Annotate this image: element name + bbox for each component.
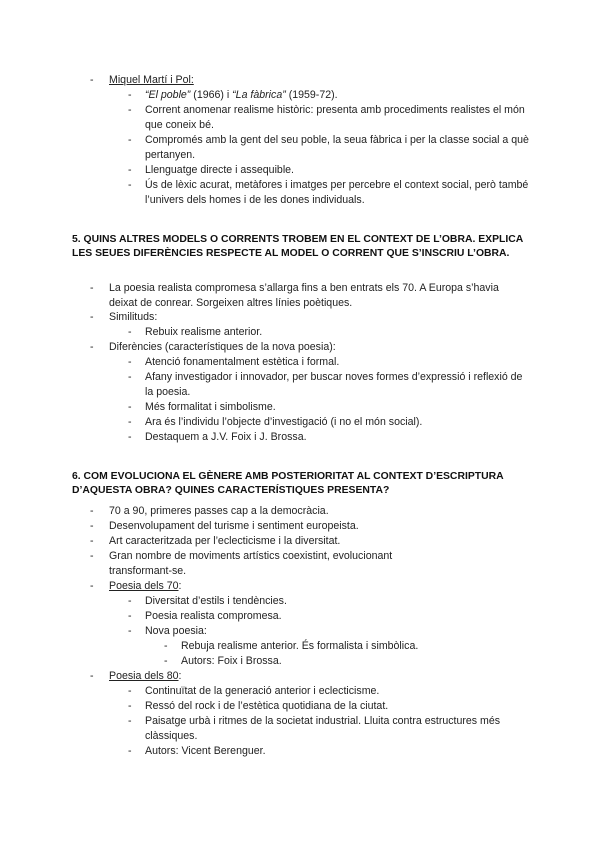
- dash: -: [128, 89, 132, 101]
- list-item-text: Rebuja realisme anterior. És formalista i simbòlica.: [181, 640, 419, 652]
- list-item-poesia-80: [90, 669, 530, 684]
- list-item: [90, 534, 530, 549]
- list-item: [128, 714, 530, 743]
- list-item: [128, 430, 530, 445]
- list-item: [90, 549, 530, 578]
- list-item: [128, 400, 530, 415]
- dash: -: [128, 685, 132, 697]
- dash: -: [90, 341, 94, 353]
- list-item: [128, 699, 530, 714]
- list-item: [128, 744, 530, 759]
- list-item: [90, 281, 530, 310]
- list-item: [90, 340, 530, 355]
- list-item-text: Diferències (característiques de la nova poesia):: [109, 341, 336, 353]
- list-item-text: Destaquem a J.V. Foix i J. Brossa.: [145, 431, 307, 443]
- list-item-text: Més formalitat i simbolisme.: [145, 401, 276, 413]
- dash: -: [90, 520, 94, 532]
- list-item: [128, 370, 530, 399]
- list-item-text: Atenció fonamentalment estètica i formal.: [145, 356, 340, 368]
- list-item-text: Ressó del rock i de l’estètica quotidiana de la ciutat.: [145, 700, 389, 712]
- dash: -: [128, 164, 132, 176]
- list-item-text: Autors: Vicent Berenguer.: [145, 745, 266, 757]
- work-title: “El poble”: [145, 89, 191, 101]
- list-item: [128, 684, 530, 699]
- list-item-text: Continuïtat de la generació anterior i eclecticisme.: [145, 685, 380, 697]
- dash: -: [128, 179, 132, 191]
- list-item-text: Llenguatge directe i assequible.: [145, 164, 295, 176]
- dash: -: [128, 356, 132, 368]
- list-item: [128, 103, 530, 132]
- list-item: [128, 133, 530, 162]
- work-dates: (1966) i: [190, 89, 233, 101]
- subheading: [109, 579, 530, 594]
- subheading-label: Poesia dels 70: [109, 580, 179, 592]
- list-item: [90, 519, 530, 534]
- list-item: [128, 178, 530, 207]
- list-item: [128, 609, 530, 624]
- dash: -: [128, 401, 132, 413]
- list-item-text: Nova poesia:: [145, 625, 207, 637]
- author-name: Miquel Martí i Pol:: [109, 74, 194, 86]
- dash: -: [90, 311, 94, 323]
- dash: -: [128, 104, 132, 116]
- works-line: [145, 88, 530, 103]
- dash: -: [128, 610, 132, 622]
- list-item: [128, 355, 530, 370]
- list-item-marti-i-pol: [90, 73, 530, 88]
- list-item-text: Rebuix realisme anterior.: [145, 326, 263, 338]
- section-5-heading: 5. QUINS ALTRES MODELS O CORRENTS TROBEM EN EL CONTEXT DE L’OBRA. EXPLICA LES SEUES DIFERÈNCIES RESPECTE AL MODEL O CORRENT QUE S’INSCRIU L’OBRA.: [72, 234, 523, 259]
- dash: -: [90, 505, 94, 517]
- dash: -: [128, 625, 132, 637]
- dash: -: [128, 416, 132, 428]
- dash: -: [90, 580, 94, 592]
- list-item: [90, 310, 530, 325]
- list-item: [128, 325, 530, 340]
- dash: -: [128, 371, 132, 383]
- list-item: [128, 594, 530, 609]
- colon: :: [178, 580, 182, 592]
- list-item-text: Art caracteritzada per l’eclecticisme i la diversitat.: [109, 535, 341, 547]
- list-item: [90, 504, 530, 519]
- section-6-heading: 6. COM EVOLUCIONA EL GÈNERE AMB POSTERIORITAT AL CONTEXT D’ESCRIPTURA D’AQUESTA OBRA? QUINES CARACTERÍSTIQUES PRESENTA?: [72, 471, 504, 496]
- list-item: [128, 163, 530, 178]
- dash: -: [90, 282, 94, 294]
- list-item: [128, 88, 530, 103]
- list-item-text: Poesia realista compromesa.: [145, 610, 282, 622]
- dash: -: [90, 550, 94, 562]
- list-item-text: Compromés amb la gent del seu poble, la seua fàbrica i per la classe social a què pertanyen.: [145, 134, 529, 161]
- list-item-text: Ara és l’individu l’objecte d’investigació (i no el món social).: [145, 416, 423, 428]
- list-item-text: Diversitat d’estils i tendències.: [145, 595, 287, 607]
- subheading: [109, 669, 530, 684]
- list-item-text: Autors: Foix i Brossa.: [181, 655, 282, 667]
- dash: -: [90, 670, 94, 682]
- list-item-poesia-70: [90, 579, 530, 594]
- list-item: [128, 624, 530, 639]
- dash: -: [128, 431, 132, 443]
- list-item: [164, 639, 530, 654]
- list-item-text: La poesia realista compromesa s’allarga fins a ben entrats els 70. A Europa s’havia deixat de conrear. Sorgeixen altres línies poètiques.: [109, 282, 499, 309]
- dash: -: [128, 595, 132, 607]
- list-item-text: Gran nombre de moviments artístics coexistint, evolucionant transformant-se.: [109, 550, 393, 577]
- list-item-text: Desenvolupament del turisme i sentiment europeista.: [109, 520, 359, 532]
- subheading-label: Poesia dels 80: [109, 670, 179, 682]
- colon: :: [178, 670, 182, 682]
- work-title: “La fàbrica”: [232, 89, 286, 101]
- work-dates: (1959-72).: [285, 89, 338, 101]
- list-item-text: 70 a 90, primeres passes cap a la democràcia.: [109, 505, 329, 517]
- list-item-text: Similituds:: [109, 311, 158, 323]
- dash: -: [90, 74, 94, 86]
- list-item-text: Ús de lèxic acurat, metàfores i imatges per percebre el context social, però també l’univers dels homes i de les dones individuals.: [145, 179, 529, 206]
- dash: -: [90, 535, 94, 547]
- list-item-text: Corrent anomenar realisme històric: presenta amb procediments realistes el món que coneix bé.: [145, 104, 525, 131]
- dash: -: [128, 745, 132, 757]
- dash: -: [164, 640, 168, 652]
- dash: -: [128, 715, 132, 727]
- list-item: [128, 415, 530, 430]
- list-item-text: Afany investigador i innovador, per buscar noves formes d’expressió i reflexió de la poesia.: [145, 371, 523, 398]
- dash: -: [128, 700, 132, 712]
- list-item-text: Paisatge urbà i ritmes de la societat industrial. Lluita contra estructures més clàssiques.: [145, 715, 501, 742]
- dash: -: [128, 326, 132, 338]
- dash: -: [128, 134, 132, 146]
- dash: -: [164, 655, 168, 667]
- list-item: [164, 654, 530, 669]
